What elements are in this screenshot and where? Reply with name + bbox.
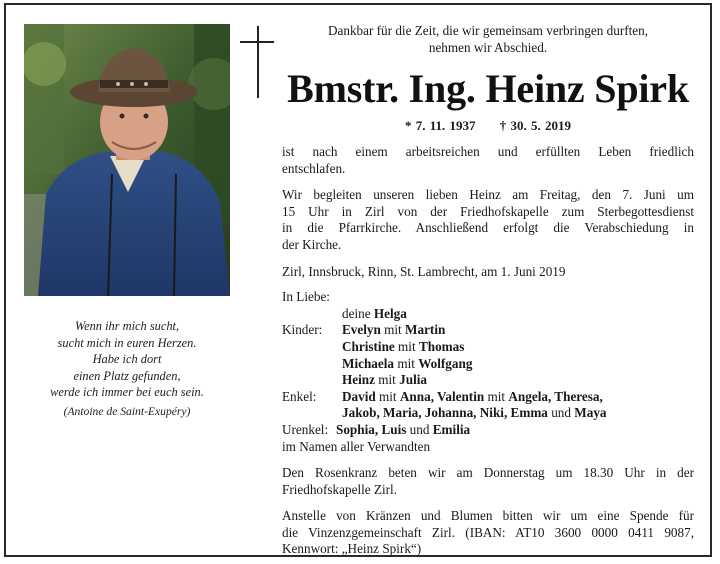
grandchild-names: Maya	[574, 405, 607, 421]
poem-line: Wenn ihr mich sucht,	[74, 319, 180, 333]
poem-line: Habe ich dort	[92, 352, 162, 367]
conjunction: mit	[397, 355, 415, 371]
great-grandchild-names: Emilia	[432, 421, 471, 437]
grandchild-names: Anna, Valentin	[399, 388, 485, 404]
family-row	[282, 372, 694, 389]
child-name: Evelyn	[342, 322, 381, 338]
family-row	[282, 322, 694, 339]
grandchildren-label: Enkel:	[282, 388, 317, 404]
intro-paragraph	[282, 144, 694, 177]
motto-line: nehmen wir Abschied.	[428, 40, 548, 55]
rosary-paragraph	[282, 465, 694, 498]
wife-prefix: deine	[342, 305, 371, 321]
family-list	[282, 289, 694, 455]
poem-line: werde ich immer bei euch sein.	[50, 385, 204, 400]
text-line: in die Pfarrkirche. Anschließend erfolgt die Verabschiedung in	[282, 220, 694, 236]
text-line: Wir begleiten unseren lieben Heinz am Freitag, den 7. Juni um	[282, 187, 694, 203]
donation-paragraph	[282, 508, 694, 558]
wife-name: Helga	[373, 305, 407, 321]
conjunction: mit	[378, 372, 396, 388]
life-dates	[282, 118, 694, 134]
conjunction: mit	[384, 322, 402, 338]
conjunction: mit	[379, 388, 397, 404]
family-row	[282, 306, 694, 323]
grandchild-names: David	[342, 388, 376, 404]
partner-name: Martin	[405, 322, 446, 338]
grandchild-names: Angela, Theresa,	[508, 388, 603, 404]
text-line: Friedhofskapelle Zirl.	[282, 481, 397, 497]
obituary-text	[282, 22, 694, 558]
text-line: Kennwort: „Heinz Spirk“)	[282, 541, 422, 557]
poem-author: (Antoine de Saint-Exupéry)	[63, 404, 191, 418]
family-row	[282, 339, 694, 356]
family-row	[282, 439, 694, 456]
partner-name: Wolfgang	[418, 355, 473, 371]
text-line: entschlafen.	[282, 160, 346, 176]
text-line: der Kirche.	[282, 236, 342, 252]
conjunction: und	[551, 405, 571, 421]
conjunction: mit	[487, 388, 506, 404]
text-line: 15 Uhr in Zirl von der Friedhofskapelle zum Sterbegottesdienst	[282, 203, 694, 219]
birth-date: * 7. 11. 1937	[404, 118, 476, 133]
text-line: Anstelle von Kränzen und Blumen bitten wir um eine Spende für	[282, 508, 694, 524]
child-name: Christine	[342, 338, 395, 354]
children-label: Kinder:	[282, 322, 323, 338]
family-row	[282, 289, 694, 306]
child-name: Heinz	[342, 372, 375, 388]
text-line: ist nach einem arbeitsreichen und erfüllten Leben friedlich	[282, 144, 694, 159]
death-date: † 30. 5. 2019	[499, 118, 572, 133]
text-line: die Vinzenzgemeinschaft Zirl. (IBAN: AT10 3600 0000 0411 9087,	[282, 524, 694, 540]
portrait-photo	[24, 24, 230, 296]
grandchild-names: Jakob, Maria, Johanna, Niki, Emma	[342, 405, 548, 421]
funeral-paragraph	[282, 187, 694, 253]
text-line: Den Rosenkranz beten wir am Donnerstag um 18.30 Uhr in der	[282, 465, 694, 481]
poem-line: sucht mich in euren Herzen.	[57, 335, 197, 350]
motto-line: Dankbar für die Zeit, die wir gemeinsam verbringen durften,	[327, 23, 649, 38]
family-row	[282, 422, 694, 439]
partner-name: Thomas	[418, 338, 465, 354]
family-row	[282, 405, 694, 422]
family-row	[282, 356, 694, 373]
relatives-line: im Namen aller Verwandten	[282, 438, 431, 454]
great-grandchildren-label: Urenkel:	[282, 421, 329, 437]
poem	[14, 318, 240, 421]
place-date	[282, 264, 694, 281]
deceased-name: Bmstr. Ing. Heinz Spirk	[287, 66, 689, 111]
conjunction: und	[409, 421, 430, 437]
motto	[282, 22, 694, 56]
partner-name: Julia	[399, 372, 428, 388]
great-grandchild-names: Sophia, Luis	[336, 421, 407, 437]
cross-icon	[240, 26, 274, 98]
family-row	[282, 389, 694, 406]
text-line: Zirl, Innsbruck, Rinn, St. Lambrecht, am 1. Juni 2019	[282, 263, 566, 279]
conjunction: mit	[398, 338, 416, 354]
in-love-label: In Liebe:	[282, 289, 330, 305]
poem-line: einen Platz gefunden,	[73, 368, 181, 383]
child-name: Michaela	[342, 355, 395, 371]
